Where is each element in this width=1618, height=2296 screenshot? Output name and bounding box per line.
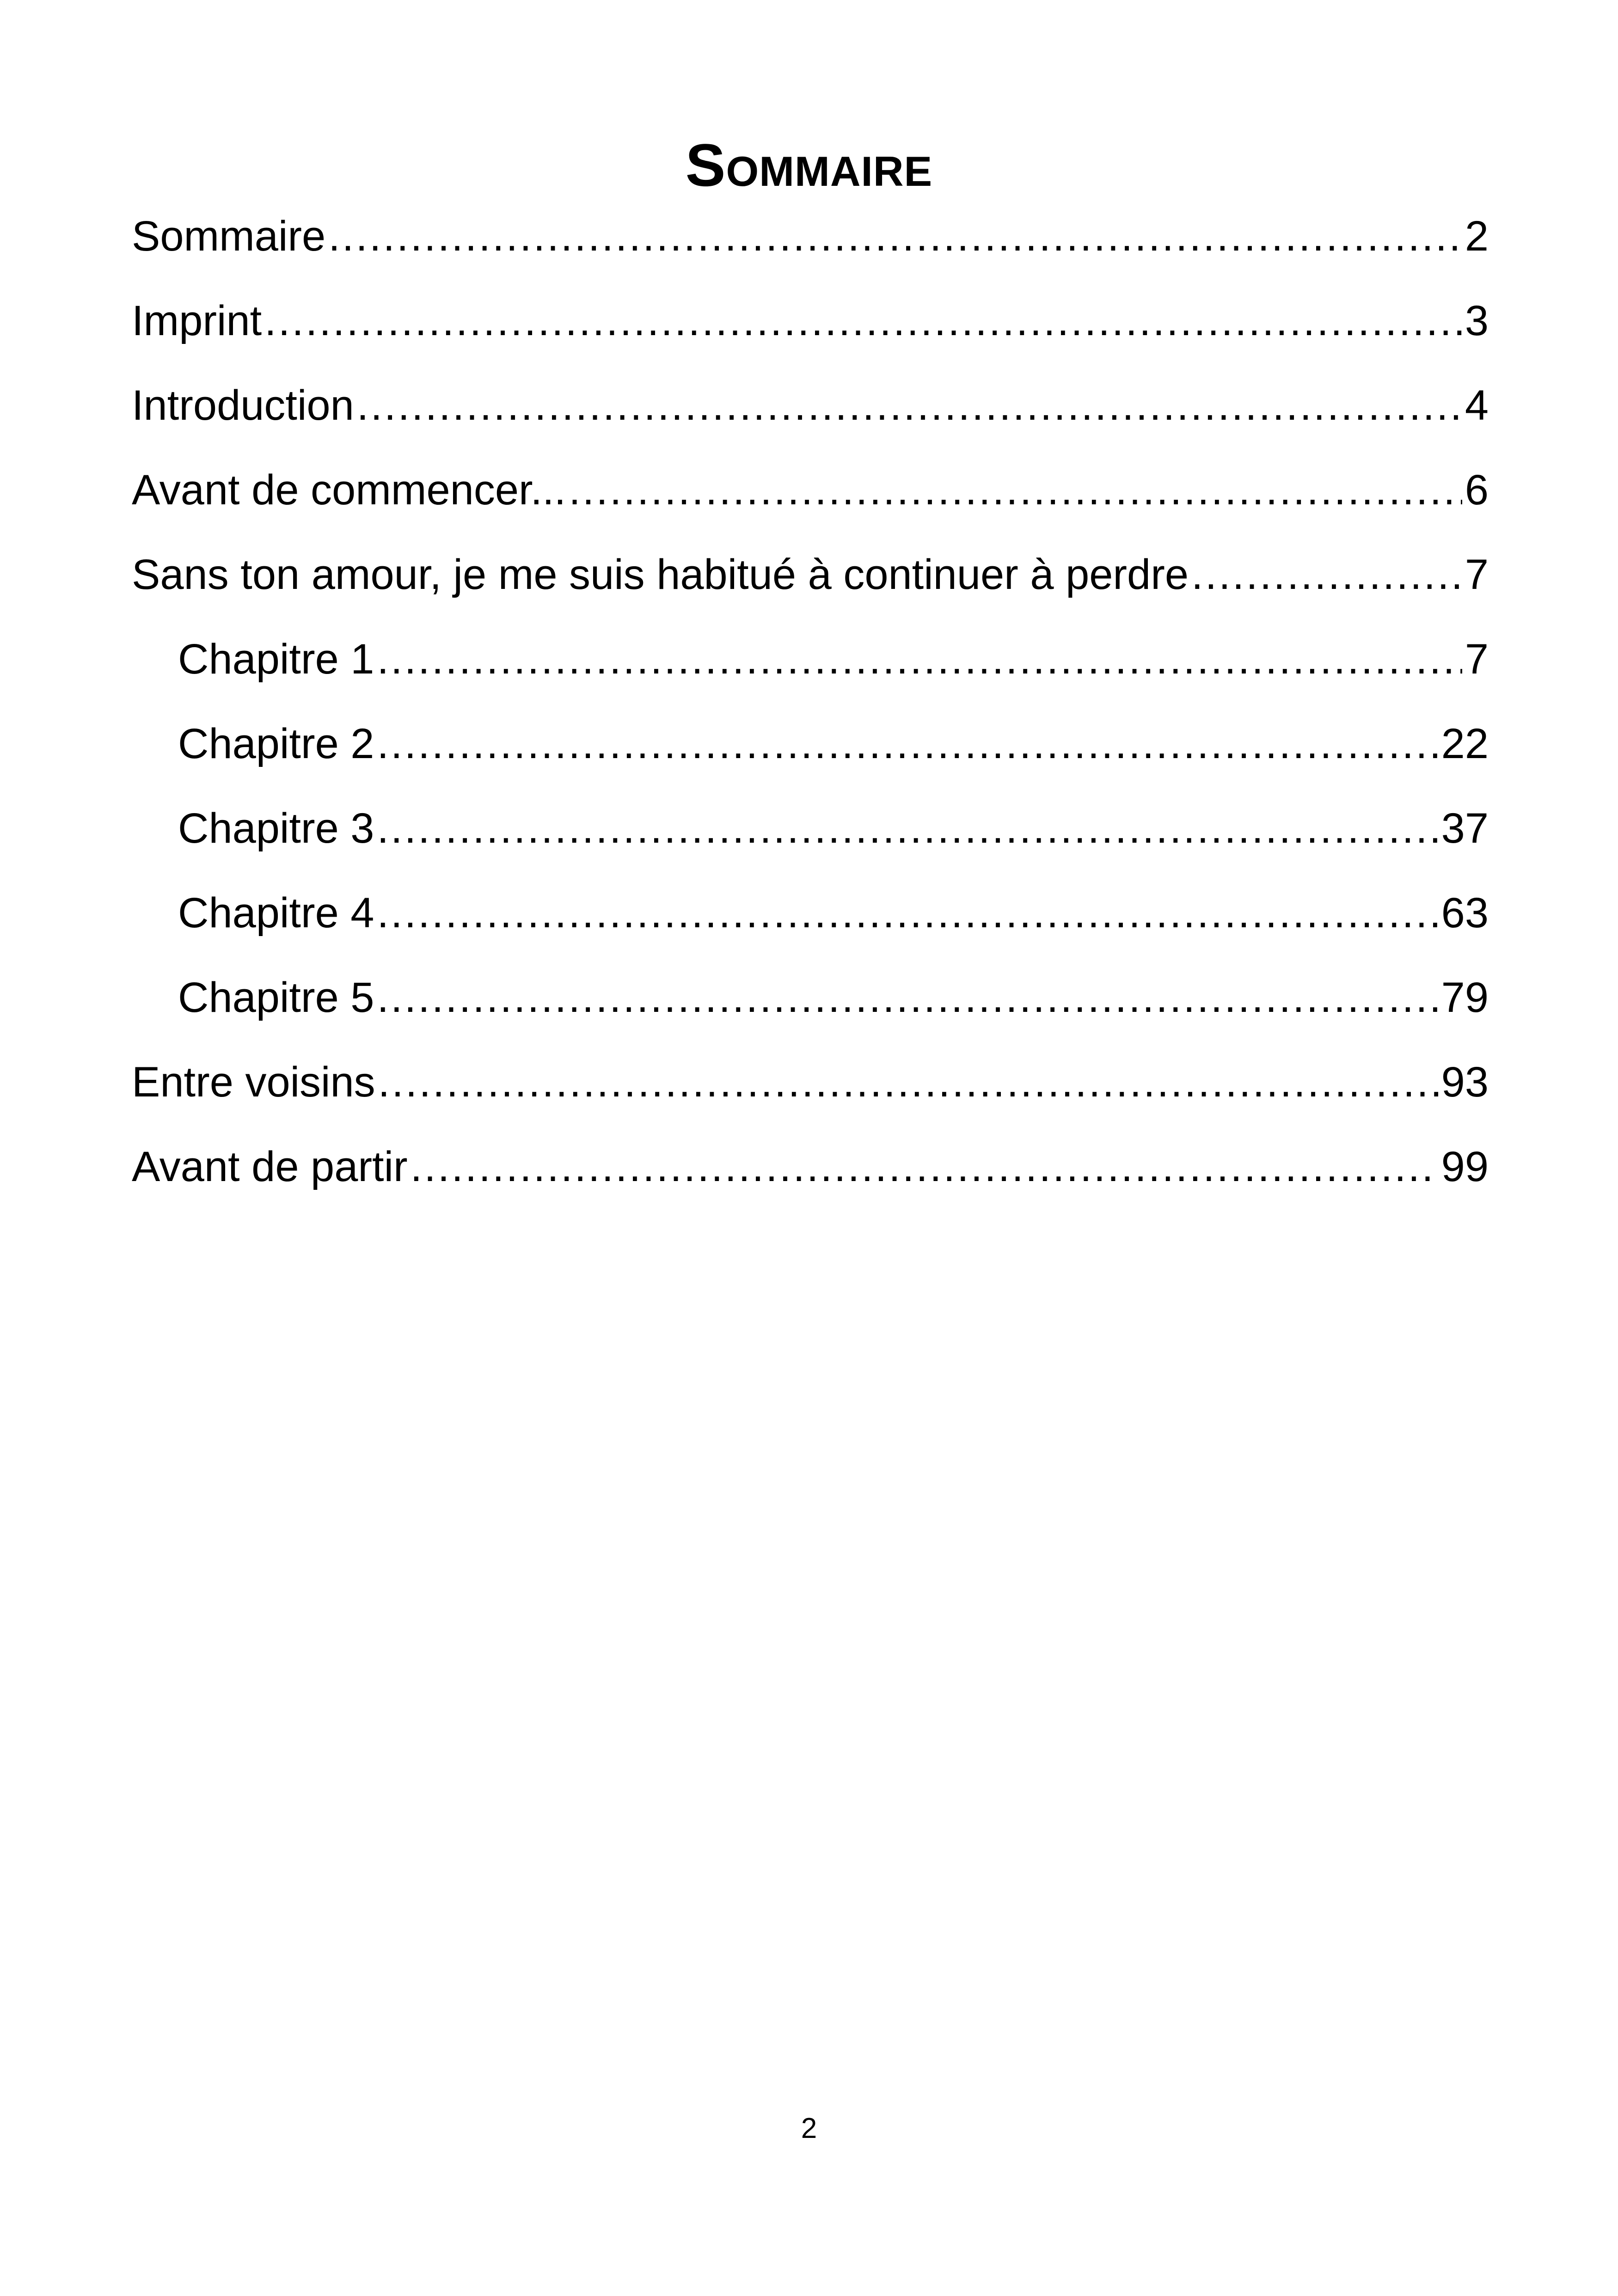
toc-entry-label: Imprint xyxy=(132,297,262,344)
toc-entry-page: 3 xyxy=(1465,297,1489,344)
toc-dot-leader xyxy=(377,786,1438,871)
toc-entry[interactable] xyxy=(132,194,1489,279)
toc-subentry[interactable] xyxy=(132,617,1489,702)
table-of-contents xyxy=(132,194,1489,1209)
page-number: 2 xyxy=(801,2112,817,2144)
toc-entry-label: Introduction xyxy=(132,382,354,429)
toc-dot-leader xyxy=(377,871,1438,955)
toc-entry-page: 4 xyxy=(1465,382,1489,429)
toc-entry[interactable] xyxy=(132,1125,1489,1209)
toc-entry-label: Chapitre 2 xyxy=(178,720,374,767)
toc-entry-page: 22 xyxy=(1441,720,1489,767)
toc-entry-page: 2 xyxy=(1465,213,1489,260)
toc-entry-label: Sans ton amour, je me suis habitué à continuer à perdre xyxy=(132,551,1189,598)
toc-dot-leader xyxy=(377,617,1462,702)
toc-entry-label: Chapitre 4 xyxy=(178,889,374,937)
toc-subentry[interactable] xyxy=(132,871,1489,955)
toc-entry-label: Avant de commencer... xyxy=(132,466,566,514)
toc-dot-leader xyxy=(1191,533,1462,617)
toc-entry[interactable] xyxy=(132,533,1489,617)
toc-entry[interactable] xyxy=(132,279,1489,363)
toc-subentry[interactable] xyxy=(132,786,1489,871)
toc-entry-page: 79 xyxy=(1441,974,1489,1021)
toc-entry[interactable] xyxy=(132,1040,1489,1125)
toc-entry-page: 6 xyxy=(1465,466,1489,514)
toc-entry-page: 37 xyxy=(1441,805,1489,852)
toc-entry-page: 63 xyxy=(1441,889,1489,937)
toc-entry-label: Chapitre 1 xyxy=(178,636,374,683)
toc-subentry[interactable] xyxy=(132,955,1489,1040)
toc-entry-label: Avant de partir xyxy=(132,1143,408,1190)
toc-dot-leader xyxy=(264,279,1462,363)
toc-entry-page: 7 xyxy=(1465,551,1489,598)
toc-dot-leader xyxy=(377,702,1438,786)
toc-dot-leader xyxy=(569,448,1462,533)
toc-entry-page: 99 xyxy=(1441,1143,1489,1190)
toc-subentry[interactable] xyxy=(132,702,1489,786)
toc-dot-leader xyxy=(411,1125,1439,1209)
toc-entry-label: Sommaire xyxy=(132,213,326,260)
toc-entry[interactable] xyxy=(132,448,1489,533)
toc-entry-label: Chapitre 3 xyxy=(178,805,374,852)
toc-entry-label: Chapitre 5 xyxy=(178,974,374,1021)
toc-dot-leader xyxy=(377,955,1438,1040)
toc-entry-page: 93 xyxy=(1441,1059,1489,1106)
toc-entry[interactable] xyxy=(132,363,1489,448)
toc-dot-leader xyxy=(328,194,1462,279)
toc-dot-leader xyxy=(378,1040,1439,1125)
toc-entry-label: Entre voisins xyxy=(132,1059,375,1106)
toc-dot-leader xyxy=(357,363,1462,448)
toc-entry-page: 7 xyxy=(1465,636,1489,683)
page-title: Sommaire xyxy=(685,131,933,199)
